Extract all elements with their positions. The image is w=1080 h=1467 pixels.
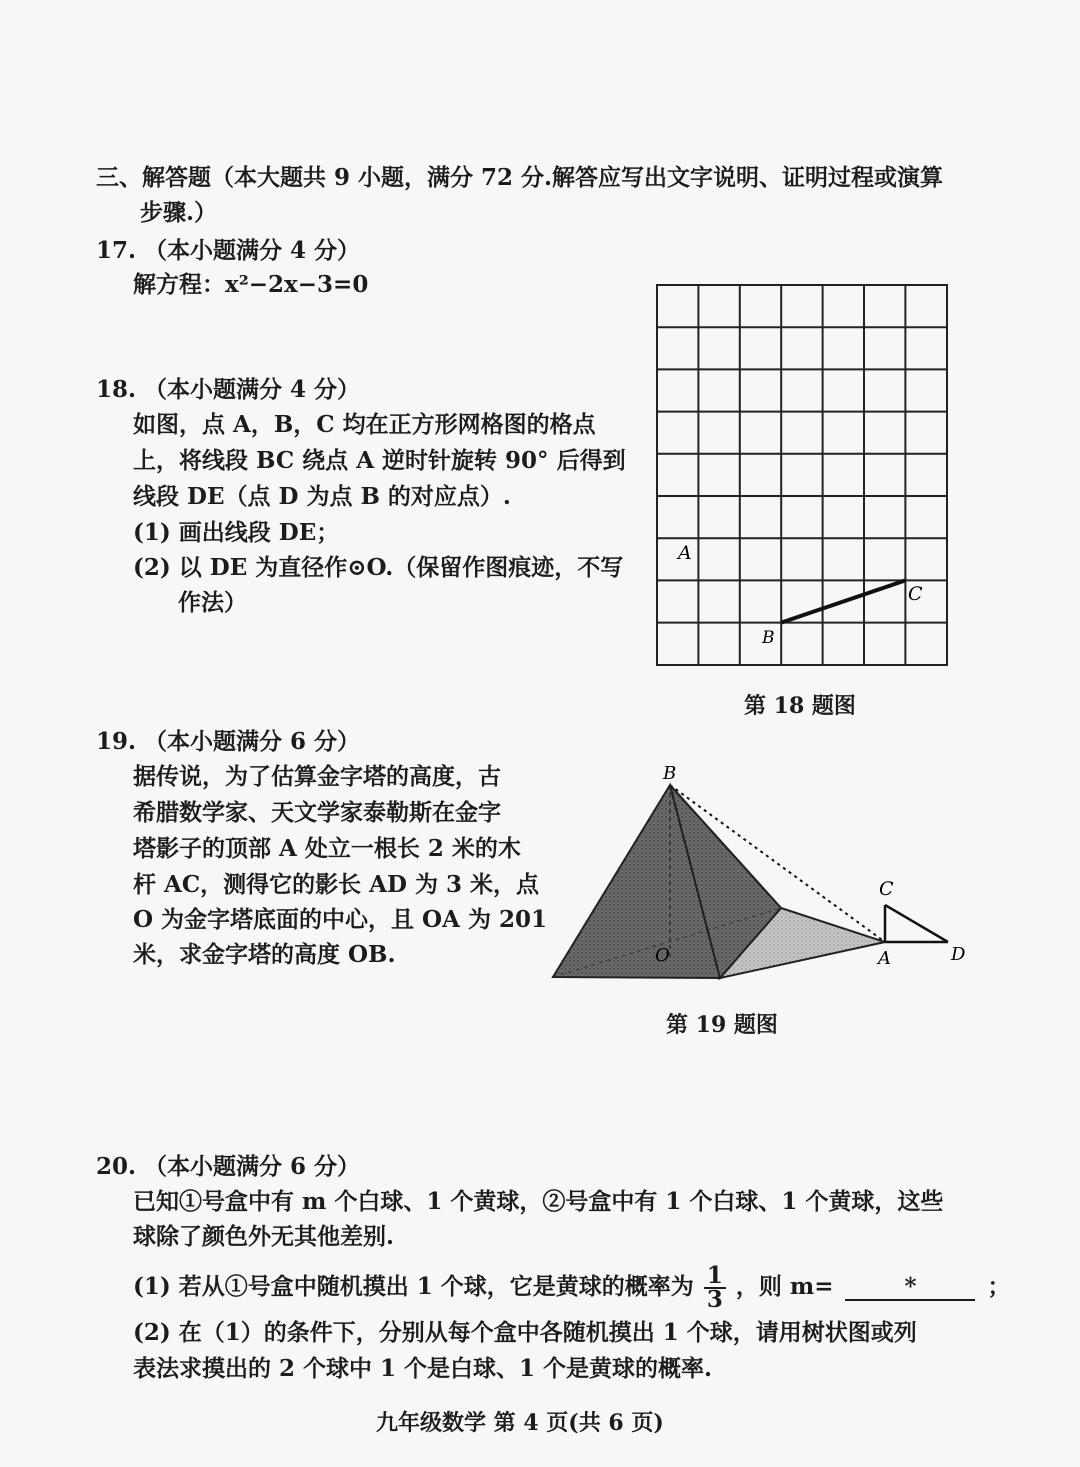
q18-heading: 18. （本小题满分 4 分） — [96, 376, 361, 403]
q18-part-2: (2) 以 DE 为直径作⊙O.（保留作图痕迹，不写 — [133, 554, 624, 581]
section-title: 三、解答题（本大题共 9 小题，满分 72 分.解答应写出文字说明、证明过程或演算 — [96, 164, 944, 191]
fraction-denominator: 3 — [706, 1286, 723, 1313]
q18-caption: 第 18 题图 — [744, 693, 856, 719]
q18-line: 如图，点 A，B，C 均在正方形网格图的格点 — [133, 411, 596, 438]
q20-part-2-cont: 表法求摸出的 2 个球中 1 个是白球、1 个是黄球的概率. — [133, 1355, 713, 1382]
point-c-label: C — [908, 583, 923, 605]
q20-heading: 20. （本小题满分 6 分） — [96, 1153, 361, 1180]
point-c-label: C — [879, 878, 894, 900]
q18-line: 线段 DE（点 D 为点 B 的对应点）. — [133, 483, 511, 510]
probability-fraction — [704, 1262, 726, 1313]
q18-part-1: (1) 画出线段 DE； — [133, 519, 340, 546]
q20-part-1-text: (1) 若从①号盒中随机摸出 1 个球，它是黄球的概率为 — [133, 1273, 694, 1300]
point-a-label: A — [878, 948, 891, 969]
stick-ray — [885, 905, 948, 942]
q18-grid-figure — [650, 280, 955, 672]
q19-pyramid-figure — [545, 760, 975, 990]
q20-part-1-mid: ，则 m= — [735, 1273, 834, 1300]
grid-lines — [657, 285, 947, 665]
fraction-numerator: 1 — [704, 1265, 726, 1289]
q19-line: 米，求金字塔的高度 OB. — [133, 941, 396, 968]
answer-blank[interactable]: * — [845, 1275, 975, 1301]
point-a-label: A — [678, 542, 692, 564]
q18-line: 上，将线段 BC 绕点 A 逆时针旋转 90° 后得到 — [133, 447, 626, 474]
q17-equation: 解方程：x²−2x−3=0 — [133, 271, 369, 298]
q19-caption: 第 19 题图 — [666, 1012, 778, 1038]
section-title-cont: 步骤.） — [140, 199, 218, 226]
page-footer: 九年级数学 第 4 页(共 6 页) — [376, 1410, 664, 1436]
point-o-label: O — [655, 945, 670, 966]
q20-line: 已知①号盒中有 m 个白球、1 个黄球，②号盒中有 1 个白球、1 个黄球，这些 — [133, 1188, 944, 1215]
point-d-label: D — [951, 944, 966, 965]
q20-part-1 — [133, 1262, 1011, 1313]
q19-line: O 为金字塔底面的中心，且 OA 为 201 — [133, 906, 547, 933]
segment-bc — [781, 580, 905, 622]
point-b-label: B — [762, 628, 775, 648]
q19-heading: 19. （本小题满分 6 分） — [96, 728, 361, 755]
point-b-label: B — [663, 763, 677, 784]
q20-part-1-end: ； — [987, 1273, 1011, 1300]
q20-line: 球除了颜色外无其他差别. — [133, 1223, 395, 1250]
q19-line: 杆 AC，测得它的影长 AD 为 3 米，点 — [133, 871, 539, 898]
q17-heading: 17. （本小题满分 4 分） — [96, 237, 361, 264]
q19-line: 希腊数学家、天文学家泰勒斯在金字 — [133, 799, 501, 826]
q19-line: 据传说，为了估算金字塔的高度，古 — [133, 763, 501, 790]
q18-part-2-cont: 作法） — [178, 589, 247, 616]
q20-part-2: (2) 在（1）的条件下，分别从每个盒中各随机摸出 1 个球，请用树状图或列 — [133, 1319, 917, 1346]
q19-line: 塔影子的顶部 A 处立一根长 2 米的木 — [133, 835, 521, 862]
